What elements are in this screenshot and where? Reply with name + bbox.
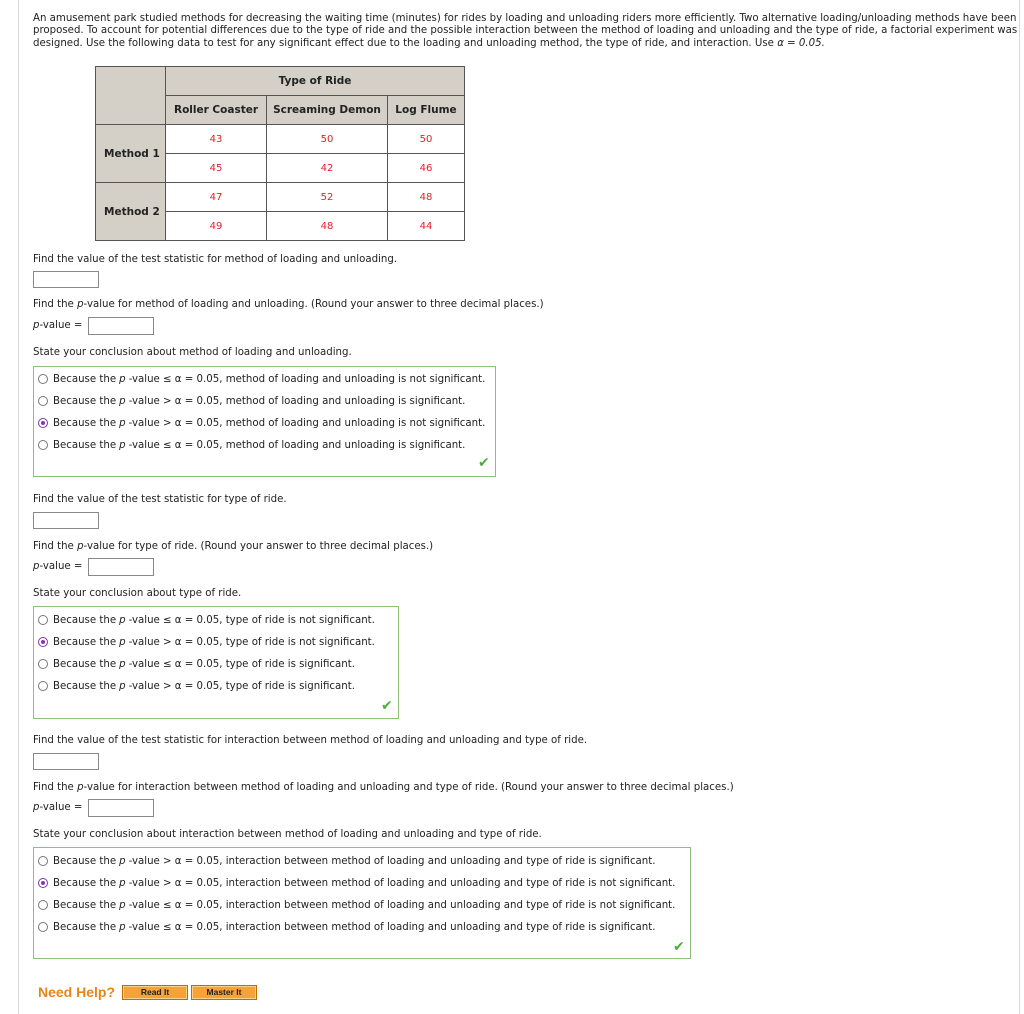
pvalue-prompt-interaction: Find the p-value for interaction between method of loading and unloading and type of ride. (Round your answer to three decimal places.) xyxy=(33,782,734,793)
pvalue-prompt-ride: Find the p-value for type of ride. (Round your answer to three decimal places.) xyxy=(33,541,434,552)
col-log-flume: Log Flume xyxy=(388,96,465,125)
data-cell: 48 xyxy=(388,183,465,212)
data-cell: 49 xyxy=(166,212,267,241)
option-selected[interactable]: Because the p -value > α = 0.05, type of ride is not significant. xyxy=(38,635,375,649)
pvalue-input-method[interactable] xyxy=(88,317,154,335)
data-cell: 48 xyxy=(267,212,388,241)
question-panel xyxy=(18,0,1024,1014)
data-cell: 43 xyxy=(166,125,267,154)
radio-button[interactable] xyxy=(38,396,48,406)
col-screaming-demon: Screaming Demon xyxy=(267,96,388,125)
need-help-label: Need Help? xyxy=(38,984,116,1000)
stat-input-ride[interactable] xyxy=(33,512,99,529)
checkmark-icon: ✔ xyxy=(673,939,685,955)
data-cell: 42 xyxy=(267,154,388,183)
conclusion-options-ride xyxy=(33,606,399,719)
radio-button[interactable] xyxy=(38,440,48,450)
data-table xyxy=(95,66,465,241)
row-method-1: Method 1 xyxy=(96,125,166,183)
data-cell: 44 xyxy=(388,212,465,241)
stat-prompt-interaction: Find the value of the test statistic for interaction between method of loading and unloading and type of ride. xyxy=(33,735,588,746)
master-it-button[interactable]: Master It xyxy=(191,985,257,1000)
radio-button[interactable] xyxy=(38,922,48,932)
option-selected[interactable]: Because the p -value > α = 0.05, method of loading and unloading is not significant. xyxy=(38,416,485,430)
option[interactable]: Because the p -value ≤ α = 0.05, method of loading and unloading is significant. xyxy=(38,438,465,452)
radio-button-selected[interactable] xyxy=(38,878,48,888)
option[interactable]: Because the p -value > α = 0.05, type of ride is significant. xyxy=(38,679,355,693)
conclusion-options-interaction xyxy=(33,847,691,959)
option[interactable]: Because the p -value ≤ α = 0.05, interaction between method of loading and unloading and type of ride is significant. xyxy=(38,920,655,934)
radio-button-selected[interactable] xyxy=(38,418,48,428)
option[interactable]: Because the p -value ≤ α = 0.05, method of loading and unloading is not significant. xyxy=(38,372,485,386)
stat-input-method[interactable] xyxy=(33,271,99,288)
data-cell: 45 xyxy=(166,154,267,183)
pvalue-label: p-value = xyxy=(33,802,83,813)
problem-statement: An amusement park studied methods for decreasing the waiting time (minutes) for rides by loading and unloading riders more efficiently. Two alternative loading/unloading methods have been proposed. To account for potential differences due to the type of ride and the possible interaction between the method of loading and unloading and the type of ride, a factorial experiment was designed. Use the following data to test for any significant effect due to the loading and unloading method, the type of ride, and interaction. Use α = 0.05. xyxy=(33,13,1018,49)
data-cell: 47 xyxy=(166,183,267,212)
radio-button[interactable] xyxy=(38,856,48,866)
data-cell: 46 xyxy=(388,154,465,183)
radio-button[interactable] xyxy=(38,900,48,910)
option[interactable]: Because the p -value ≤ α = 0.05, type of ride is not significant. xyxy=(38,613,375,627)
option[interactable]: Because the p -value > α = 0.05, method of loading and unloading is significant. xyxy=(38,394,465,408)
stat-prompt-ride: Find the value of the test statistic for type of ride. xyxy=(33,494,287,505)
type-of-ride-header: Type of Ride xyxy=(166,67,465,96)
radio-button[interactable] xyxy=(38,681,48,691)
col-roller-coaster: Roller Coaster xyxy=(166,96,267,125)
option[interactable]: Because the p -value ≤ α = 0.05, type of ride is significant. xyxy=(38,657,355,671)
stat-input-interaction[interactable] xyxy=(33,753,99,770)
read-it-button[interactable]: Read It xyxy=(122,985,188,1000)
right-divider xyxy=(1019,0,1020,1014)
pvalue-input-interaction[interactable] xyxy=(88,799,154,817)
data-cell: 50 xyxy=(388,125,465,154)
option-selected[interactable]: Because the p -value > α = 0.05, interaction between method of loading and unloading and type of ride is not significant. xyxy=(38,876,675,890)
conclusion-prompt-interaction: State your conclusion about interaction between method of loading and unloading and type of ride. xyxy=(33,829,542,840)
data-cell: 52 xyxy=(267,183,388,212)
conclusion-prompt-ride: State your conclusion about type of ride. xyxy=(33,588,242,599)
pvalue-label: p-value = xyxy=(33,320,83,331)
stat-prompt-method: Find the value of the test statistic for method of loading and unloading. xyxy=(33,254,398,265)
data-cell: 50 xyxy=(267,125,388,154)
conclusion-options-method xyxy=(33,366,496,477)
pvalue-prompt-method: Find the p-value for method of loading and unloading. (Round your answer to three decimal places.) xyxy=(33,299,544,310)
option[interactable]: Because the p -value > α = 0.05, interaction between method of loading and unloading and type of ride is significant. xyxy=(38,854,655,868)
conclusion-prompt-method: State your conclusion about method of loading and unloading. xyxy=(33,347,352,358)
pvalue-input-ride[interactable] xyxy=(88,558,154,576)
radio-button-selected[interactable] xyxy=(38,637,48,647)
row-method-2: Method 2 xyxy=(96,183,166,241)
checkmark-icon: ✔ xyxy=(478,455,490,471)
radio-button[interactable] xyxy=(38,374,48,384)
pvalue-label: p-value = xyxy=(33,561,83,572)
radio-button[interactable] xyxy=(38,659,48,669)
checkmark-icon: ✔ xyxy=(381,698,393,714)
option[interactable]: Because the p -value ≤ α = 0.05, interaction between method of loading and unloading and type of ride is not significant. xyxy=(38,898,675,912)
radio-button[interactable] xyxy=(38,615,48,625)
